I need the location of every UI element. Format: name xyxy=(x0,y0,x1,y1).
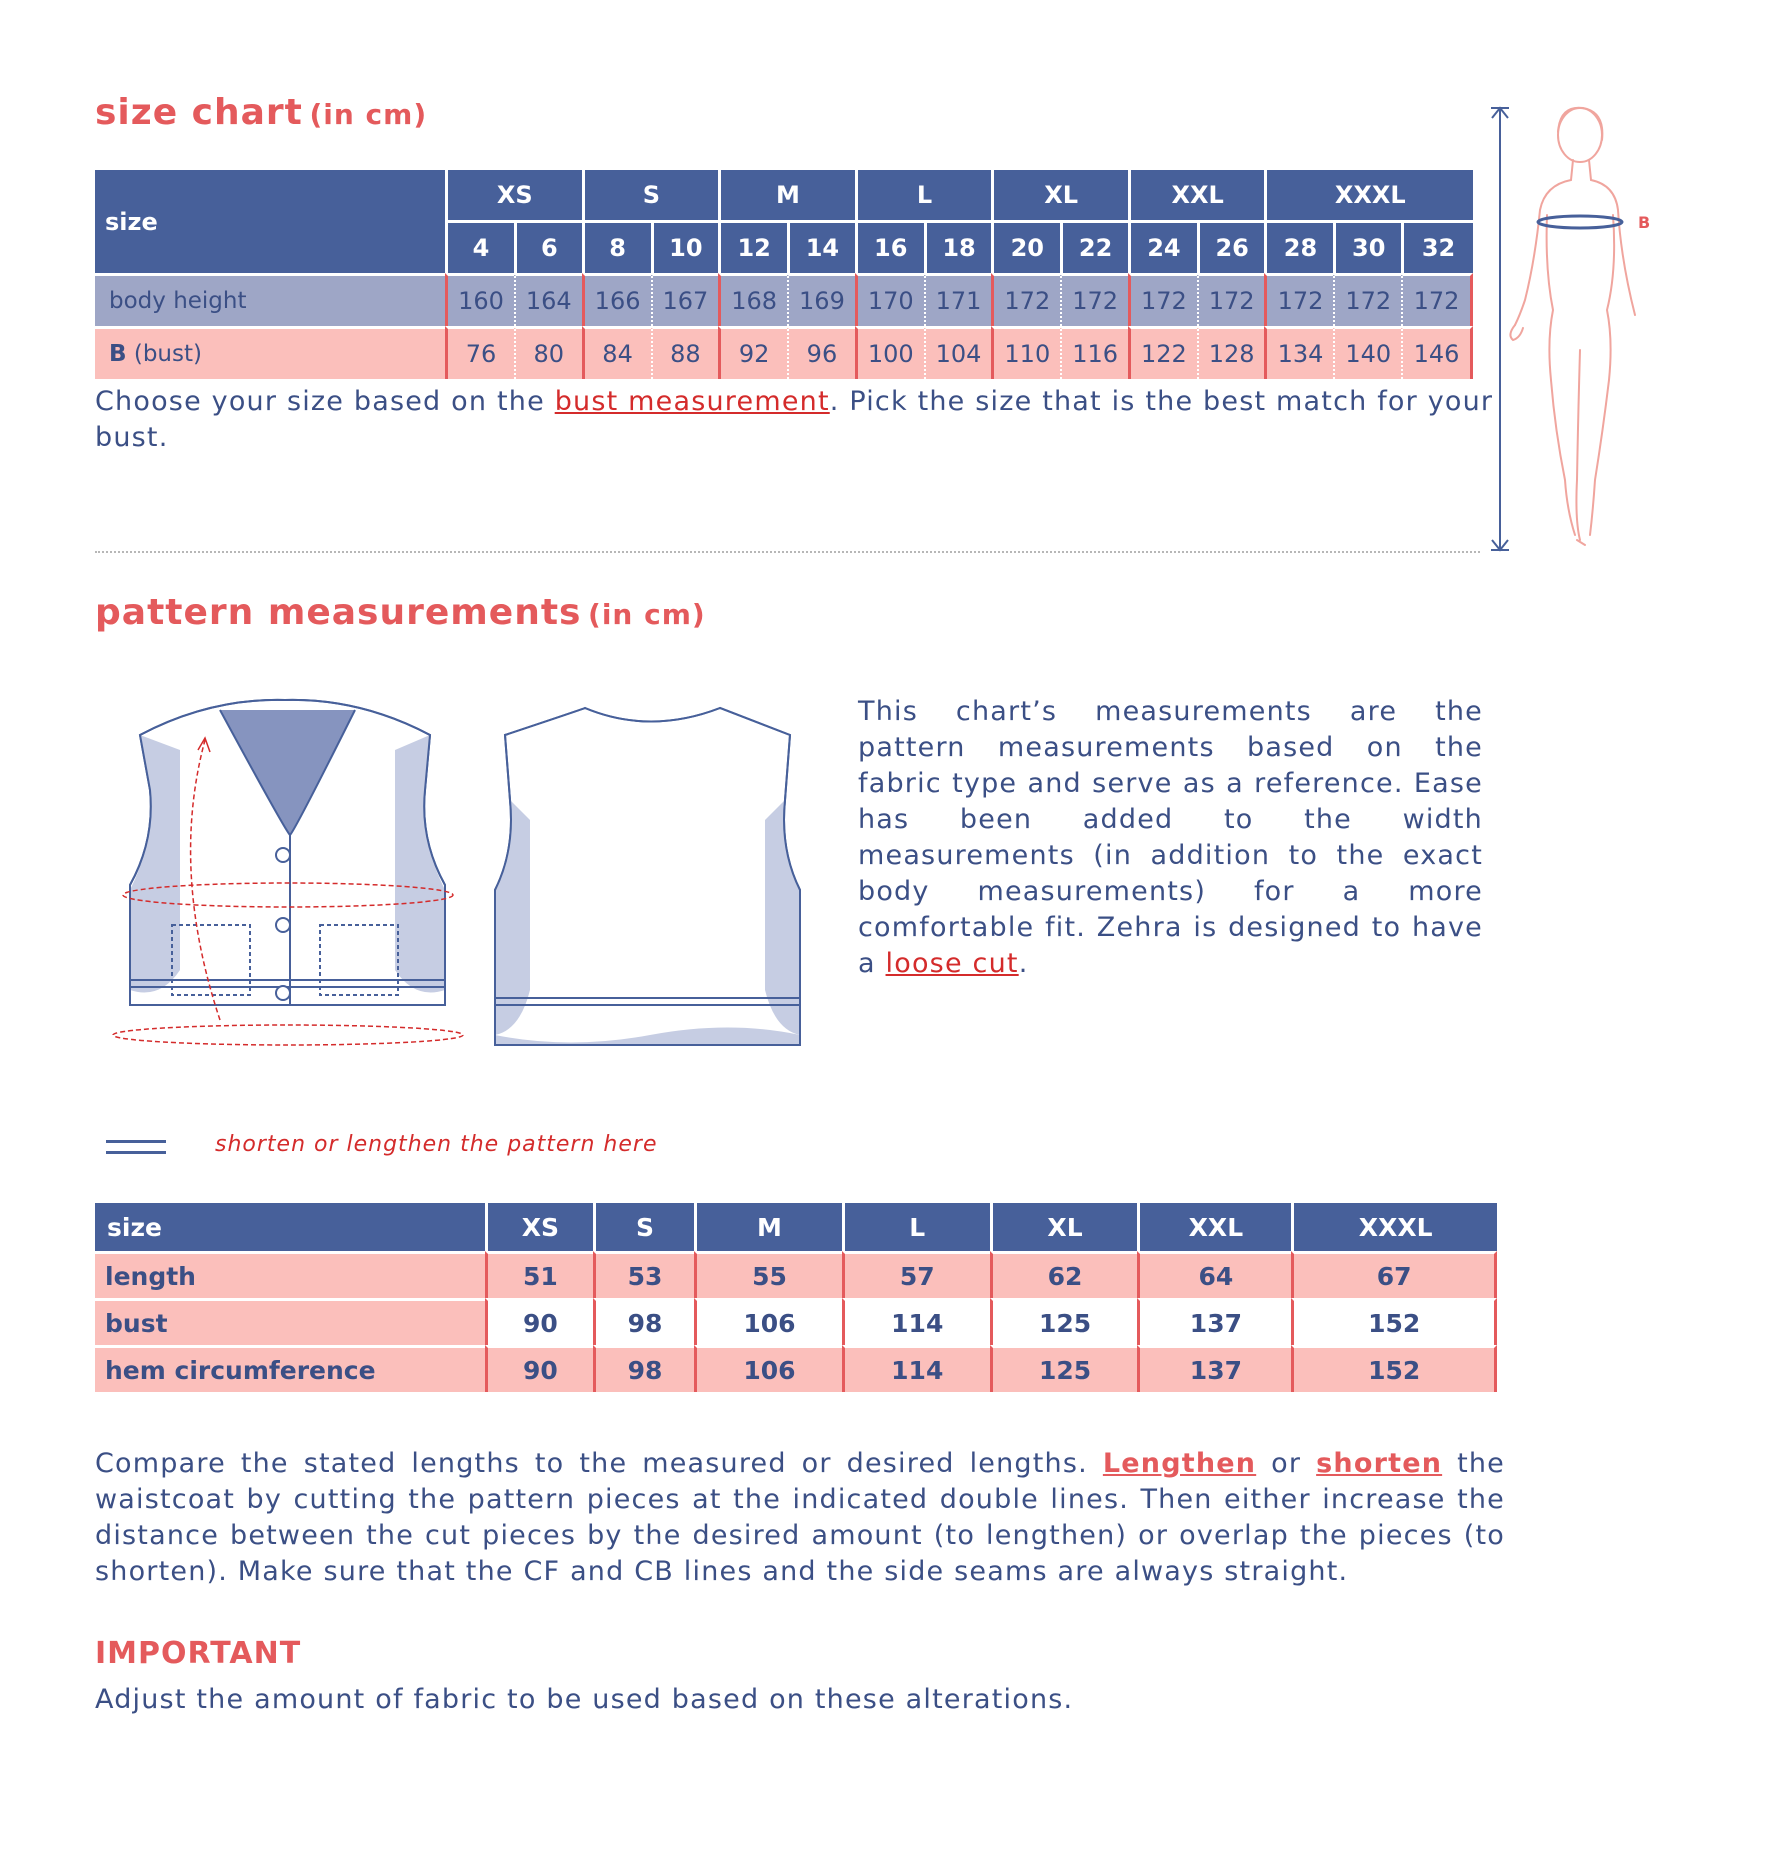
bust-measure-row xyxy=(95,1298,1497,1345)
bust-value: 80 xyxy=(514,326,582,379)
size-group-l: L xyxy=(855,170,992,223)
loose-cut-link[interactable]: loose cut xyxy=(885,948,1019,979)
hem-value: 114 xyxy=(842,1345,990,1392)
bust-value: 100 xyxy=(855,326,924,379)
height-value: 172 xyxy=(1128,273,1197,326)
length-value: 67 xyxy=(1291,1251,1497,1298)
size-number: 26 xyxy=(1197,223,1265,273)
vest-front-illustration xyxy=(100,690,475,1060)
hem-value: 106 xyxy=(694,1345,842,1392)
size-chart-title xyxy=(95,92,427,133)
meas-size-header: M xyxy=(694,1203,842,1251)
hem-value: 152 xyxy=(1291,1345,1497,1392)
bust-row xyxy=(95,326,1473,379)
vest-button-3 xyxy=(276,986,290,1000)
meas-size-header: XXXL xyxy=(1291,1203,1497,1251)
height-value: 164 xyxy=(514,273,582,326)
vest-back-body xyxy=(495,708,800,1045)
bust-measure-value: 90 xyxy=(485,1298,593,1345)
pattern-title-text: pattern measurements xyxy=(95,592,582,633)
bust-value: 84 xyxy=(582,326,651,379)
height-value: 166 xyxy=(582,273,651,326)
height-value: 172 xyxy=(991,273,1060,326)
pattern-measurements-table xyxy=(95,1203,1497,1392)
body-height-row xyxy=(95,273,1473,326)
size-group-row xyxy=(95,170,1473,223)
figure-bust-label: B xyxy=(1638,213,1651,232)
height-value: 169 xyxy=(787,273,855,326)
size-header-label: size xyxy=(95,170,445,273)
instructions-pre: Compare the stated lengths to the measured or desired lengths. xyxy=(95,1448,1103,1479)
size-number: 32 xyxy=(1401,223,1473,273)
double-line-legend-icon xyxy=(106,1140,166,1154)
note-pre: Choose your size based on the xyxy=(95,386,555,417)
meas-size-label: size xyxy=(95,1203,485,1251)
height-value: 172 xyxy=(1401,273,1473,326)
bust-measurement-link[interactable]: bust measurement xyxy=(554,386,830,417)
size-number: 22 xyxy=(1060,223,1128,273)
size-number: 28 xyxy=(1264,223,1333,273)
size-number: 8 xyxy=(582,223,651,273)
pattern-description xyxy=(858,694,1483,982)
figure-legs xyxy=(1576,350,1585,545)
bust-measure-value: 106 xyxy=(694,1298,842,1345)
meas-size-header: XS xyxy=(485,1203,593,1251)
bust-value: 76 xyxy=(445,326,514,379)
size-chart-unit: (in cm) xyxy=(309,98,428,131)
body-figure-illustration xyxy=(1485,100,1670,560)
pattern-title-unit: (in cm) xyxy=(588,598,706,631)
size-chart-note xyxy=(95,384,1495,456)
bust-value: 122 xyxy=(1128,326,1197,379)
figure-body xyxy=(1515,180,1635,325)
size-number: 30 xyxy=(1333,223,1401,273)
bust-measure-label: bust xyxy=(95,1298,485,1345)
vest-back-lining-left xyxy=(495,800,530,1035)
pattern-title xyxy=(95,592,706,633)
lengthen-link[interactable]: Lengthen xyxy=(1102,1448,1257,1479)
height-value: 172 xyxy=(1333,273,1401,326)
note-post: . Pick the size that is the best match for your bust. xyxy=(95,386,1494,453)
figure-hair xyxy=(1558,108,1602,140)
vest-front xyxy=(130,700,445,1005)
measurements-header-row xyxy=(95,1203,1497,1251)
bust-value: 140 xyxy=(1333,326,1401,379)
vest-back xyxy=(495,708,800,1045)
meas-size-header: L xyxy=(842,1203,990,1251)
length-label: length xyxy=(95,1251,485,1298)
size-number: 6 xyxy=(514,223,582,273)
size-group-s: S xyxy=(582,170,719,223)
size-group-xs: XS xyxy=(445,170,582,223)
instructions-mid: or xyxy=(1256,1448,1317,1479)
bust-value: 96 xyxy=(787,326,855,379)
bust-value: 104 xyxy=(924,326,992,379)
bust-value: 110 xyxy=(991,326,1060,379)
size-group-xl: XL xyxy=(991,170,1128,223)
hem-measure-ellipse xyxy=(113,1025,463,1045)
hem-value: 98 xyxy=(593,1345,694,1392)
bust-value: 128 xyxy=(1197,326,1265,379)
bust-measure-value: 114 xyxy=(842,1298,990,1345)
bust-value: 116 xyxy=(1060,326,1128,379)
height-value: 171 xyxy=(924,273,992,326)
shorten-link[interactable]: shorten xyxy=(1316,1448,1443,1479)
bust-value: 92 xyxy=(718,326,787,379)
figure-torso xyxy=(1547,215,1615,535)
length-value: 62 xyxy=(990,1251,1138,1298)
bust-value: 146 xyxy=(1401,326,1473,379)
instructions-paragraph xyxy=(95,1446,1505,1590)
bust-measure-line xyxy=(1538,216,1622,228)
length-value: 64 xyxy=(1137,1251,1291,1298)
length-value: 55 xyxy=(694,1251,842,1298)
hem-value: 125 xyxy=(990,1345,1138,1392)
height-value: 172 xyxy=(1197,273,1265,326)
size-group-xxl: XXL xyxy=(1128,170,1265,223)
bust-label-rest: (bust) xyxy=(126,341,202,367)
length-value: 53 xyxy=(593,1251,694,1298)
woman-figure xyxy=(1510,108,1635,545)
vest-back-illustration xyxy=(490,690,810,1060)
size-group-xxxl: XXXL xyxy=(1264,170,1473,223)
vest-button-1 xyxy=(276,848,290,862)
height-value: 170 xyxy=(855,273,924,326)
figure-head xyxy=(1558,108,1602,162)
size-number: 24 xyxy=(1128,223,1197,273)
height-value: 172 xyxy=(1060,273,1128,326)
size-number: 16 xyxy=(855,223,924,273)
size-number: 20 xyxy=(991,223,1060,273)
length-value: 51 xyxy=(485,1251,593,1298)
height-value: 172 xyxy=(1264,273,1333,326)
length-value: 57 xyxy=(842,1251,990,1298)
meas-size-header: XXL xyxy=(1137,1203,1291,1251)
vest-back-lining-right xyxy=(765,800,800,1035)
bust-measure-value: 137 xyxy=(1137,1298,1291,1345)
pattern-description-text: This chart’s measurements are the pattern measurements based on the fabric type and serve as a reference. Ease has been added to the width measurements (in addition to the exact body measurements) for a more comfortable fit. Zehra is designed to have a xyxy=(858,696,1483,979)
bust-label-letter: B xyxy=(109,341,127,367)
length-row xyxy=(95,1251,1497,1298)
height-value: 167 xyxy=(651,273,719,326)
instructions-post: the waistcoat by cutting the pattern pieces at the indicated double lines. Then either increase the distance between the cut pieces by the desired amount (to lengthen) or overlap the pieces (to shorten). Make sure that the CF and CB lines and the side seams are always straight. xyxy=(95,1448,1505,1587)
bust-measure-value: 98 xyxy=(593,1298,694,1345)
bust-measure-value: 125 xyxy=(990,1298,1138,1345)
bust-label xyxy=(95,326,445,379)
meas-size-header: XL xyxy=(990,1203,1138,1251)
size-group-m: M xyxy=(718,170,855,223)
hem-value: 90 xyxy=(485,1345,593,1392)
height-value: 168 xyxy=(718,273,787,326)
size-chart-title-text: size chart xyxy=(95,92,303,133)
size-number: 4 xyxy=(445,223,514,273)
height-value: 160 xyxy=(445,273,514,326)
size-number: 18 xyxy=(924,223,992,273)
legend-text: shorten or lengthen the pattern here xyxy=(215,1132,658,1157)
hem-value: 137 xyxy=(1137,1345,1291,1392)
figure-hand xyxy=(1510,325,1523,340)
size-number: 12 xyxy=(718,223,787,273)
size-chart-table xyxy=(95,170,1473,379)
vest-front-lining-right xyxy=(395,735,445,993)
meas-size-header: S xyxy=(593,1203,694,1251)
hem-row xyxy=(95,1345,1497,1392)
figure-neck xyxy=(1571,160,1591,180)
important-text: Adjust the amount of fabric to be used based on these alterations. xyxy=(95,1684,1074,1715)
size-number: 14 xyxy=(787,223,855,273)
important-heading: IMPORTANT xyxy=(95,1636,302,1671)
bust-measure-value: 152 xyxy=(1291,1298,1497,1345)
vest-button-2 xyxy=(276,918,290,932)
bust-value: 88 xyxy=(651,326,719,379)
size-number: 10 xyxy=(651,223,719,273)
body-height-label: body height xyxy=(95,273,445,326)
hem-label: hem circumference xyxy=(95,1345,485,1392)
section-divider xyxy=(95,551,1480,553)
pattern-description-end: . xyxy=(1018,948,1029,979)
bust-value: 134 xyxy=(1264,326,1333,379)
